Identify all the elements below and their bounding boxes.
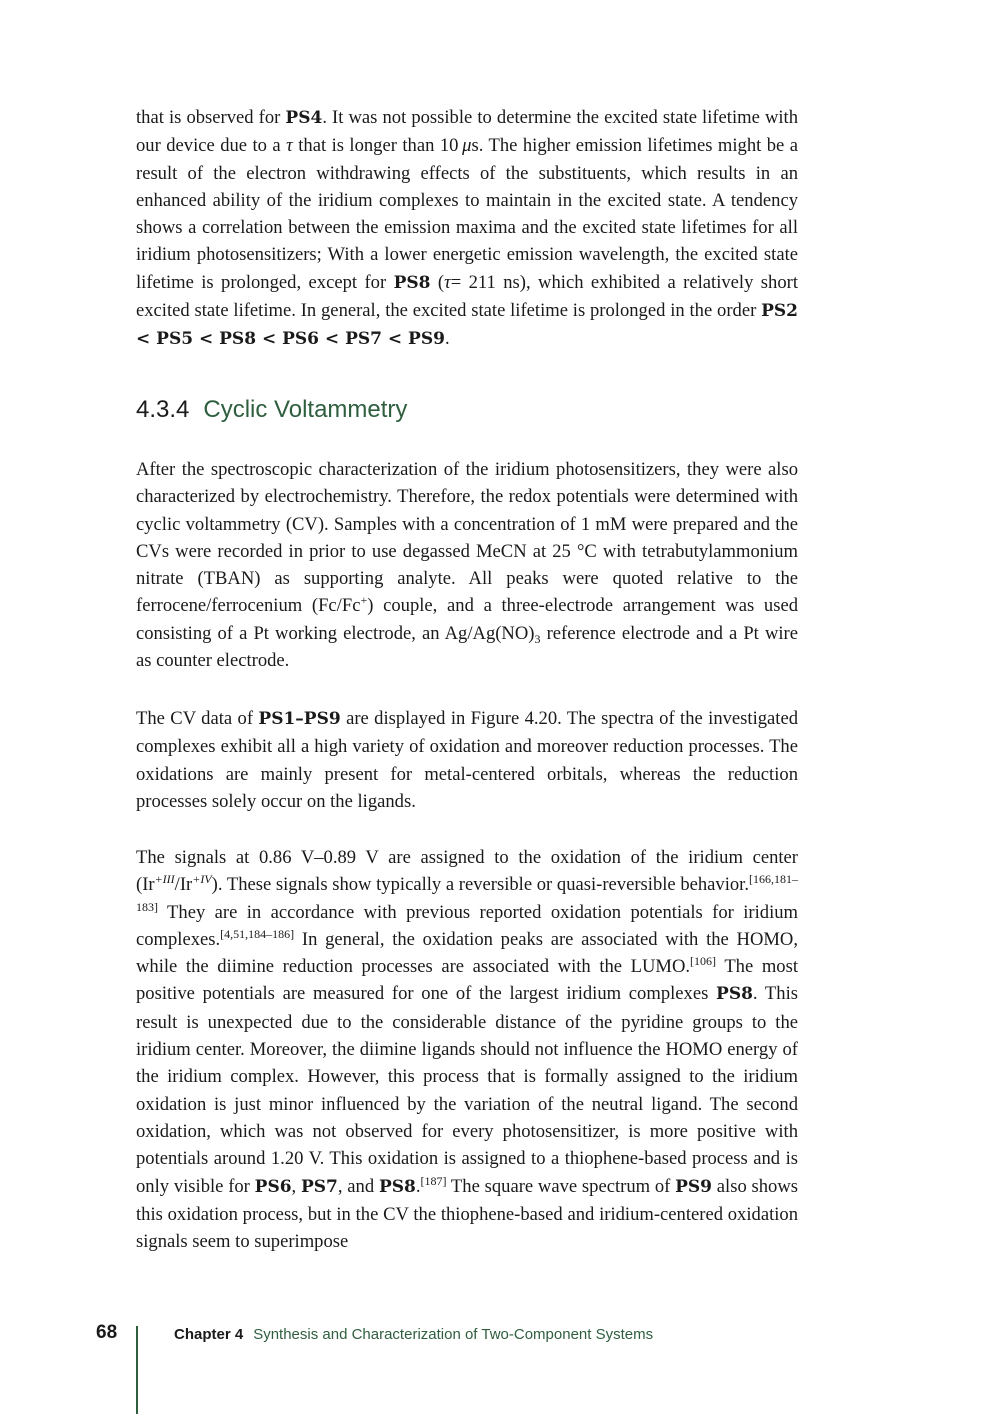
compound-label: PS1–PS9 xyxy=(258,709,341,729)
text: The square wave spectrum of xyxy=(446,1175,676,1197)
tau-symbol: τ xyxy=(286,135,293,157)
superscript: +IV xyxy=(192,872,212,887)
compound-label: PS8 xyxy=(716,984,753,1005)
tau-symbol: τ xyxy=(444,271,451,293)
text: In general, the oxidation peaks are associated with the HOMO, while the diimine reduction processes are associated with the LUMO. xyxy=(136,928,798,978)
body-paragraph-lifetimes xyxy=(136,104,798,354)
citation[interactable]: [106] xyxy=(690,954,717,969)
compound-order: PS2 < PS5 < PS8 < PS6 < PS7 < PS9 xyxy=(136,301,798,350)
text: are displayed in Figure 4.20. The spectra of the investigated complexes exhibit all a high variety of oxidation and moreover reduction processes. The oxidations are mainly present for metal-centered orbitals, whereas the reduction processes solely occur on the ligands. xyxy=(136,708,799,812)
subscript: 3 xyxy=(534,631,541,646)
text: The most positive potentials are measured for one of the largest iridium complexes xyxy=(136,956,798,1005)
section-heading xyxy=(136,394,407,426)
text: . xyxy=(415,1175,421,1197)
mu-symbol: μ xyxy=(462,135,472,157)
text: They are in accordance with previous reported oxidation potentials for iridium complexes. xyxy=(136,901,798,950)
text: ). These signals show typically a reversible or quasi-reversible behavior. xyxy=(211,874,749,896)
citation[interactable]: [187] xyxy=(420,1173,447,1188)
text: . It was not possible to determine the excited state lifetime with our device due to a xyxy=(136,107,798,157)
body-paragraph-methods xyxy=(136,456,798,674)
compound-label: PS8 xyxy=(393,272,431,293)
text: . This result is unexpected due to the considerable distance of the pyridine groups to the iridium center. Moreover, the diimine ligands should not influence the HOMO energy of the iridium complex. However, this process that is formally assigned to the iridium oxidation is just minor influenced by the variation of the neutral ligand. The second oxidation, which was not observed for every photosensitizer, is more positive with potentials around 1.20 V. This oxidation is assigned to a thiophene-based process and is only visible for xyxy=(136,983,798,1197)
text: that is longer than 10 xyxy=(292,135,463,157)
text: that is observed for xyxy=(136,107,286,128)
body-paragraph-cv-overview xyxy=(136,705,798,815)
text: , and xyxy=(337,1175,379,1197)
chapter-title: Synthesis and Characterization of Two-Component Systems xyxy=(253,1326,654,1343)
compound-label: PS4 xyxy=(285,108,323,128)
compound-label: PS9 xyxy=(675,1176,713,1197)
chapter-label: Chapter 4 xyxy=(174,1326,244,1343)
text: . xyxy=(444,328,450,350)
text: = 211 ns), which exhibited a relatively short excited state lifetime. In general, the excited state lifetime is prolonged in the order xyxy=(136,271,798,322)
running-footer xyxy=(174,1326,653,1343)
section-title: Cyclic Voltammetry xyxy=(203,396,408,423)
compound-label: PS8 xyxy=(378,1176,416,1197)
footer-divider xyxy=(136,1326,138,1414)
citation[interactable]: [166,181–183] xyxy=(136,872,798,914)
citation[interactable]: [4,51,184–186] xyxy=(220,926,295,941)
page-number: 68 xyxy=(96,1322,118,1343)
text: ( xyxy=(430,271,445,293)
section-number: 4.3.4 xyxy=(136,396,190,423)
text: ) couple, and a three-electrode arrangement was used consisting of a Pt working electrode, an Ag/Ag(NO) xyxy=(136,595,798,644)
compound-label: PS7 xyxy=(300,1176,338,1197)
text: s. The higher emission lifetimes might be a result of the electron withdrawing effects of the substituents, which results in an enhanced ability of the iridium complexes to maintain in the excited state. A tendency shows a correlation between the emission maxima and the excited state lifetimes for all iridium photosensitizers; With a lower energetic emission wavelength, the excited state lifetime is prolonged, except for xyxy=(136,135,798,293)
superscript: + xyxy=(360,593,368,608)
text: /Ir xyxy=(174,874,193,896)
compound-label: PS6 xyxy=(254,1176,292,1197)
text: The signals at 0.86 V–0.89 V are assigned to the oxidation of the iridium center (Ir xyxy=(136,847,798,896)
superscript: +III xyxy=(154,872,175,887)
text: also shows this oxidation process, but in the CV the thiophene-based and iridium-centered oxidation signals seem to superimpose xyxy=(136,1175,799,1253)
text: After the spectroscopic characterization of the iridium photosensitizers, they were also characterized by electrochemistry. Therefore, the redox potentials were determined with cyclic voltammetry (CV). Samples with a concentration of 1 mM were prepared and the CVs were recorded in prior to use degassed MeCN at 25 °C with tetrabutylammonium nitrate (TBAN) as supporting analyte. All peaks were quoted relative to the ferrocene/ferrocenium (Fc/Fc xyxy=(136,459,798,617)
text: The CV data of xyxy=(136,708,259,729)
text: , xyxy=(291,1175,301,1197)
text: reference electrode and a Pt wire as counter electrode. xyxy=(136,622,798,672)
body-paragraph-oxidation xyxy=(136,844,798,1255)
